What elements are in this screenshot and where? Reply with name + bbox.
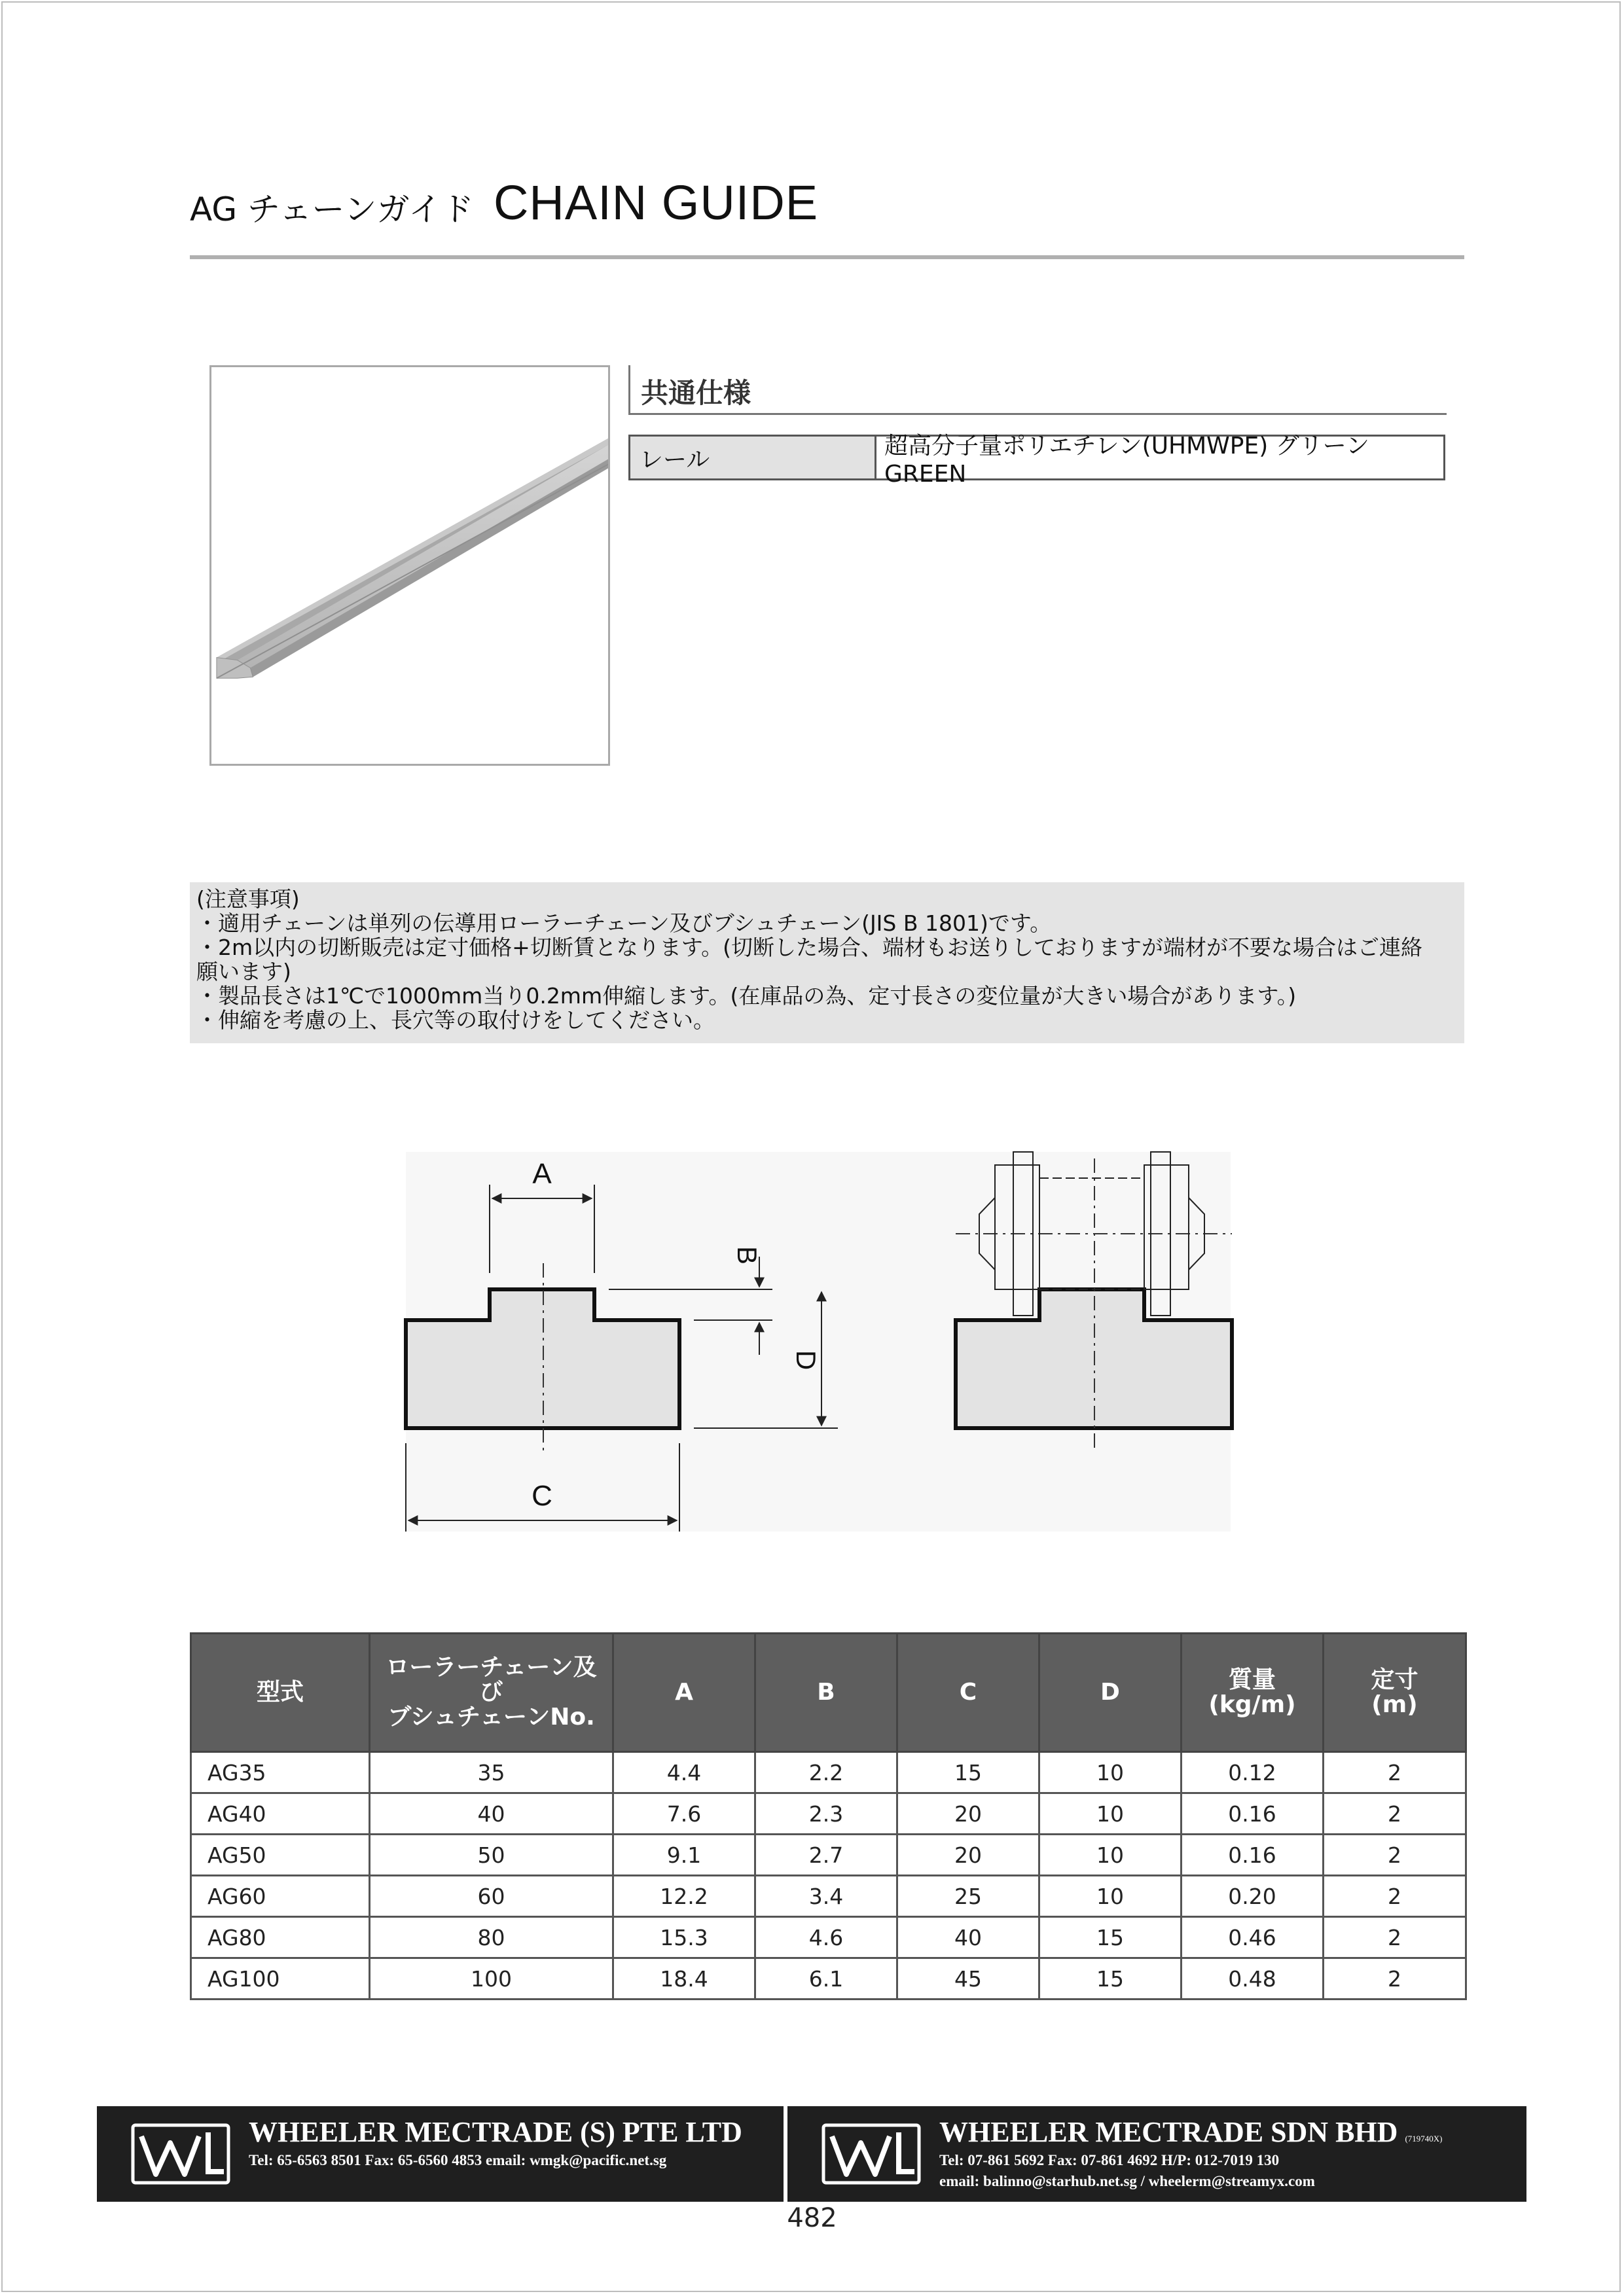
company-logo-icon (131, 2123, 230, 2185)
note-line: ・製品長さは1℃で1000mm当り0.2mm伸縮します。(在庫品の為、定寸長さの変位量が大きい場合があります。) (196, 984, 1297, 1009)
chain-header-line: ブシュチェーンNo. (388, 1703, 595, 1731)
title-divider (190, 255, 1464, 259)
cell-d: 10 (1039, 1876, 1182, 1917)
cell-mass: 0.46 (1182, 1917, 1324, 1958)
dim-label-c: C (532, 1480, 552, 1512)
col-header-chain-no (370, 1634, 613, 1752)
cell-a: 12.2 (613, 1876, 755, 1917)
cell-d: 10 (1039, 1835, 1182, 1876)
cell-b: 2.3 (755, 1793, 897, 1835)
length-header-line: 定寸 (1371, 1666, 1418, 1694)
cell-chain-no: 60 (370, 1876, 613, 1917)
cell-c: 20 (897, 1793, 1039, 1835)
spec-heading: 共通仕様 (641, 377, 751, 409)
cell-a: 15.3 (613, 1917, 755, 1958)
table-row (191, 1793, 1466, 1835)
cell-model: AG35 (191, 1752, 370, 1793)
cell-length: 2 (1324, 1958, 1466, 2000)
company-singapore (97, 2106, 784, 2202)
cell-a: 9.1 (613, 1835, 755, 1876)
cell-model: AG80 (191, 1917, 370, 1958)
cell-d: 10 (1039, 1752, 1182, 1793)
cell-b: 6.1 (755, 1958, 897, 2000)
table-row (191, 1876, 1466, 1917)
company-email: email: balinno@starhub.net.sg / wheelerm@streamyx.com (939, 2173, 1315, 2189)
product-photo (209, 365, 610, 766)
note-line: ・適用チェーンは単列の伝導用ローラーチェーン及びブシュチェーン(JIS B 1801)です。 (196, 911, 1052, 936)
cell-c: 45 (897, 1958, 1039, 2000)
cell-b: 2.7 (755, 1835, 897, 1876)
cell-c: 15 (897, 1752, 1039, 1793)
company-malaysia (787, 2106, 1526, 2202)
dim-label-a: A (532, 1158, 552, 1190)
cell-d: 10 (1039, 1793, 1182, 1835)
cell-length: 2 (1324, 1835, 1466, 1876)
specification-table (190, 1632, 1467, 2000)
cell-chain-no: 35 (370, 1752, 613, 1793)
note-line: (注意事項) (196, 888, 300, 912)
col-header-mass (1182, 1634, 1324, 1752)
chain-guide-rail-image (211, 367, 608, 764)
cell-length: 2 (1324, 1793, 1466, 1835)
company-logo-icon (821, 2123, 921, 2185)
table-header-row (191, 1634, 1466, 1752)
spec-heading-box (628, 365, 1447, 415)
company-name: WHEELER MECTRADE (S) PTE LTD (249, 2116, 742, 2148)
cell-chain-no: 40 (370, 1793, 613, 1835)
col-header-b: B (755, 1634, 897, 1752)
cell-a: 18.4 (613, 1958, 755, 2000)
title-english: CHAIN GUIDE (493, 175, 819, 230)
col-header-model: 型式 (191, 1634, 370, 1752)
cell-c: 25 (897, 1876, 1039, 1917)
cell-model: AG100 (191, 1958, 370, 2000)
notes-box (190, 882, 1464, 1043)
note-line: ・伸縮を考慮の上、長穴等の取付けをしてください。 (196, 1008, 715, 1033)
company-contact: Tel: 07-861 5692 Fax: 07-861 4692 H/P: 012-7019 130 (939, 2152, 1280, 2168)
table-row (191, 1835, 1466, 1876)
cell-length: 2 (1324, 1752, 1466, 1793)
cell-mass: 0.12 (1182, 1752, 1324, 1793)
cell-c: 40 (897, 1917, 1039, 1958)
col-header-a: A (613, 1634, 755, 1752)
note-line: ・2m以内の切断販売は定寸価格+切断賃となります。(切断した場合、端材もお送りしておりますが端材が不要な場合はご連絡 (196, 935, 1423, 960)
cell-model: AG60 (191, 1876, 370, 1917)
col-header-c: C (897, 1634, 1039, 1752)
cell-chain-no: 50 (370, 1835, 613, 1876)
cell-model: AG40 (191, 1793, 370, 1835)
mass-header-line: (kg/m) (1208, 1691, 1296, 1718)
col-header-d: D (1039, 1634, 1182, 1752)
spec-label-rail: レール (630, 437, 876, 478)
title-japanese: AG チェーンガイド (190, 190, 474, 228)
page-number: 482 (787, 2203, 837, 2233)
cell-b: 3.4 (755, 1876, 897, 1917)
cell-model: AG50 (191, 1835, 370, 1876)
note-line: 願います) (196, 960, 291, 984)
company-name-text: WHEELER MECTRADE SDN BHD (939, 2116, 1398, 2148)
cell-a: 4.4 (613, 1752, 755, 1793)
company-footer (97, 2106, 1526, 2202)
cell-mass: 0.16 (1182, 1835, 1324, 1876)
cell-chain-no: 80 (370, 1917, 613, 1958)
table-row (191, 1752, 1466, 1793)
spec-value-material: 超高分子量ポリエチレン(UHMWPE) グリーン GREEN (884, 433, 1370, 488)
cell-d: 15 (1039, 1917, 1182, 1958)
company-name (939, 2115, 1442, 2149)
dim-label-b: B (732, 1246, 763, 1265)
table-row (191, 1958, 1466, 2000)
cell-length: 2 (1324, 1917, 1466, 1958)
cell-a: 7.6 (613, 1793, 755, 1835)
cell-mass: 0.48 (1182, 1958, 1324, 2000)
cross-section-drawing (393, 1145, 1244, 1538)
chain-header-line: び (479, 1679, 503, 1706)
col-header-length (1324, 1634, 1466, 1752)
mass-header-line: 質量 (1228, 1666, 1276, 1694)
company-registration: (719740X) (1405, 2134, 1443, 2144)
chain-header-line: ローラーチェーン及 (386, 1654, 597, 1681)
page-title (190, 175, 819, 230)
cell-chain-no: 100 (370, 1958, 613, 2000)
cell-b: 2.2 (755, 1752, 897, 1793)
dimension-diagram (393, 1145, 1244, 1538)
cell-mass: 0.16 (1182, 1793, 1324, 1835)
length-header-line: (m) (1371, 1691, 1418, 1718)
cell-c: 20 (897, 1835, 1039, 1876)
spec-table (628, 433, 1445, 488)
cell-mass: 0.20 (1182, 1876, 1324, 1917)
cell-length: 2 (1324, 1876, 1466, 1917)
company-contact: Tel: 65-6563 8501 Fax: 65-6560 4853 email: wmgk@pacific.net.sg (249, 2152, 667, 2168)
cell-b: 4.6 (755, 1917, 897, 1958)
cell-d: 15 (1039, 1958, 1182, 2000)
table-row (191, 1917, 1466, 1958)
dim-label-d: D (791, 1350, 821, 1371)
